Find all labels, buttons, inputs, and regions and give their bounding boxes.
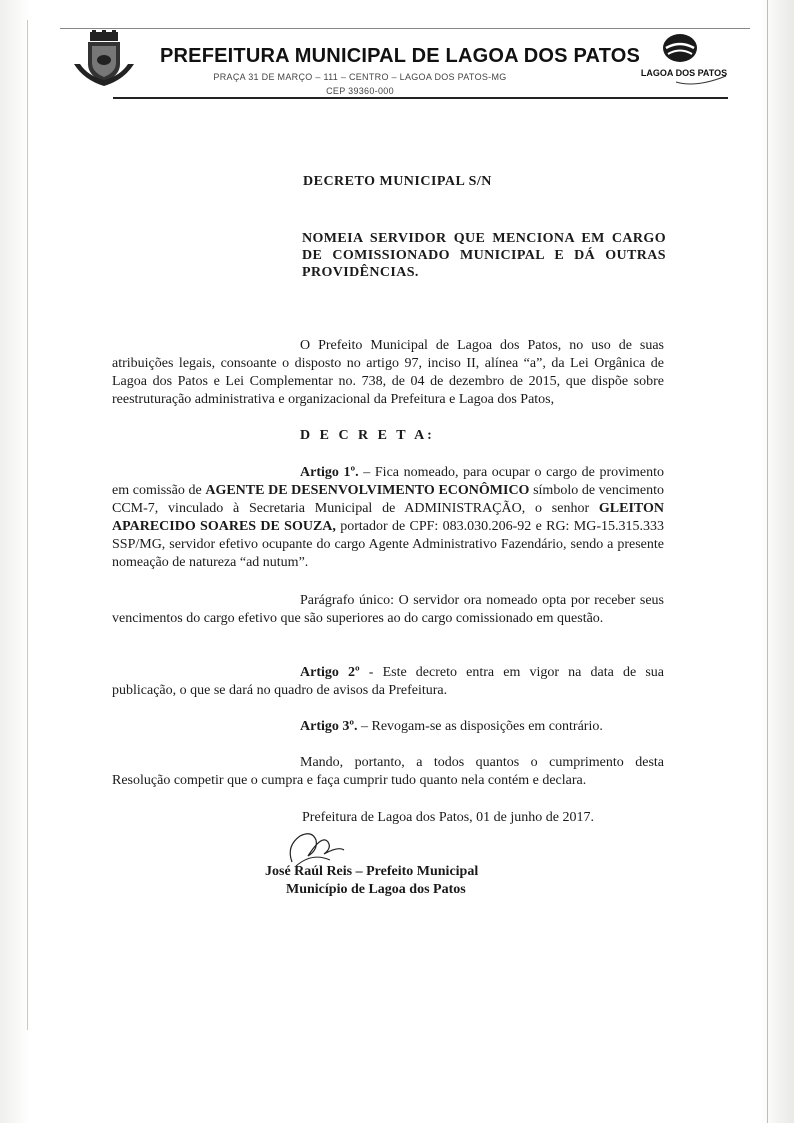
mando-paragraph: Mando, portanto, a todos quantos o cumprimento desta Resolução competir que o cumpra e faça cumprir tudo quanto nela contém e declara. xyxy=(112,755,664,788)
signer-municipality: Município de Lagoa dos Patos xyxy=(286,882,466,897)
city-logo-text: LAGOA DOS PATOS xyxy=(640,68,728,78)
article-3-label: Artigo 3º. xyxy=(300,719,358,734)
paragrafo-unico: Parágrafo único: O servidor ora nomeado opta por receber seus vencimentos do cargo efetivo que são superiores ao do cargo comissionado em questão. xyxy=(112,593,664,626)
preamble-paragraph: O Prefeito Municipal de Lagoa dos Patos, no uso de suas atribuições legais, consoante o disposto no artigo 97, inciso II, alínea “a”, da Lei Orgânica de Lagoa dos Patos e Lei Complementar no. 738, de 04 de dezembro de 2015, que dispõe sobre reestruturação administrativa e organizacional da Prefeitura e Lagoa dos Patos, xyxy=(112,338,664,407)
article-3 xyxy=(112,718,664,736)
scan-edge-left xyxy=(27,20,28,1030)
article-2-text: - Este decreto entra em vigor na data de sua publicação, o que se dará no quadro de avisos da Prefeitura. xyxy=(112,665,664,698)
header-title: PREFEITURA MUNICIPAL DE LAGOA DOS PATOS xyxy=(160,45,641,67)
article-1-cargo: AGENTE DE DESENVOLVIMENTO ECONÔMICO xyxy=(205,483,530,498)
decree-ementa: NOMEIA SERVIDOR QUE MENCIONA EM CARGO DE COMISSIONADO MUNICIPAL E DÁ OUTRAS PROVIDÊNCIAS. xyxy=(302,231,666,280)
article-1-text-a: – Fica nomeado, para ocupar o cargo de provimento em comissão de xyxy=(112,465,665,498)
article-2 xyxy=(112,664,664,700)
header-rule xyxy=(113,97,728,99)
article-1 xyxy=(112,464,664,572)
article-3-text: – Revogam-se as disposições em contrário. xyxy=(357,719,603,734)
header-cep: CEP 39360-000 xyxy=(326,86,394,96)
article-1-text-b: símbolo de vencimento CCM-7, vinculado à Secretaria Municipal de ADMINISTRAÇÃO, o senhor xyxy=(112,483,664,516)
signer-name: José Raúl Reis – Prefeito Municipal xyxy=(265,864,479,879)
article-2-label: Artigo 2º xyxy=(300,665,360,680)
decree-title: DECRETO MUNICIPAL S/N xyxy=(303,174,492,189)
decreta-heading: D E C R E T A: xyxy=(300,428,435,443)
article-1-nome: GLEITON APARECIDO SOARES DE SOUZA, xyxy=(112,501,664,534)
place-date: Prefeitura de Lagoa dos Patos, 01 de junho de 2017. xyxy=(302,810,594,825)
header-top-rule xyxy=(60,28,750,29)
municipal-crest-icon xyxy=(70,30,138,88)
city-logo-icon xyxy=(636,32,732,96)
header-address: PRAÇA 31 DE MARÇO – 111 – CENTRO – LAGOA DOS PATOS-MG xyxy=(213,72,507,82)
article-1-label: Artigo 1º. xyxy=(300,465,359,480)
article-1-text-c: portador de CPF: 083.030.206-92 e RG: MG-15.315.333 SSP/MG, servidor efetivo ocupante do cargo Agente Administrativo Fazendário, sendo a presente nomeação de natureza “ad nutum”. xyxy=(112,519,664,570)
scan-edge-right xyxy=(767,0,768,1123)
